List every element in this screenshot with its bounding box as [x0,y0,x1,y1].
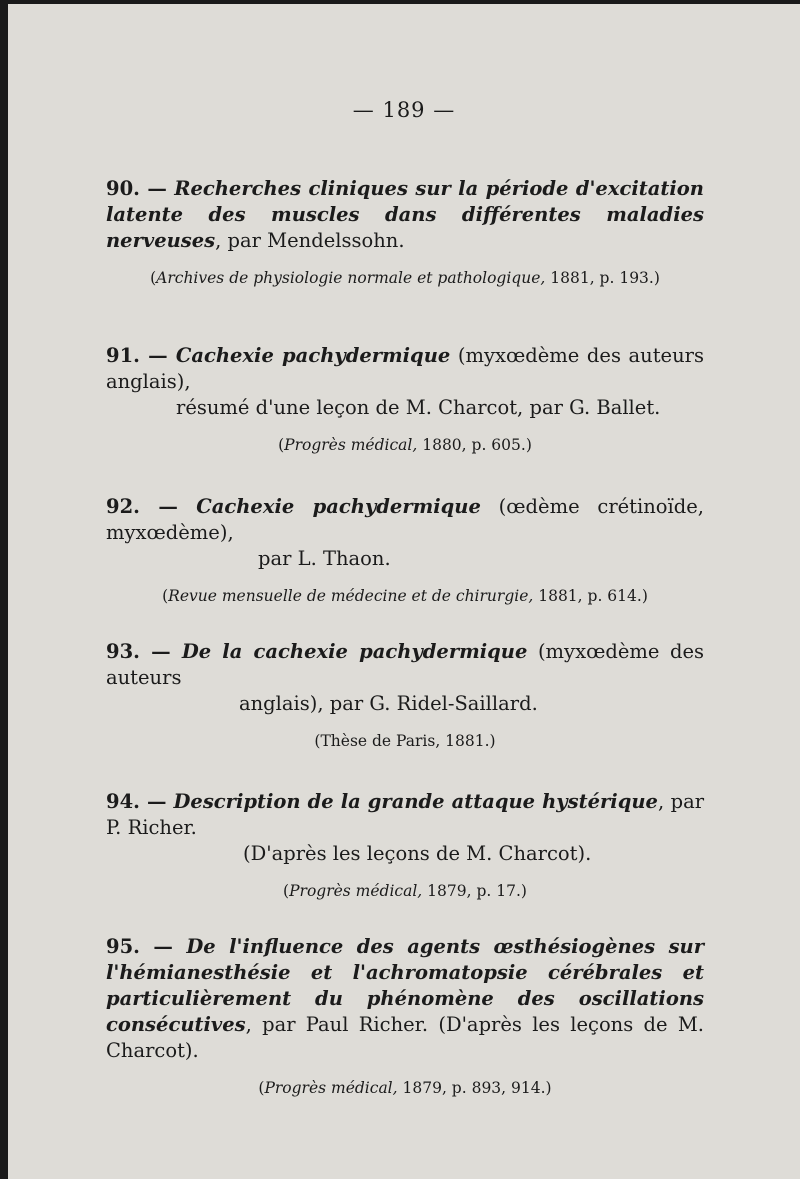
document-page [8,4,800,1179]
source-journal: Archives de physiologie normale et pathologique, [156,269,546,287]
entry-dash: — [139,790,174,813]
entry-text [106,934,704,1064]
source-journal: Revue mensuelle de médecine et de chirurgie, [168,587,534,605]
bibliography-entry-92 [106,494,704,606]
entry-number: 91. [106,344,140,367]
source-details: 1881, p. 614. [533,587,642,605]
source-journal: Progrès médical, [284,436,418,454]
entry-text [106,176,704,254]
entry-title: Cachexie pachydermique [175,344,451,367]
bibliography-entry-90 [106,176,704,288]
page-number: — 189 — [352,98,456,122]
entry-title: Cachexie pachydermique [196,495,481,518]
entry-title: Description de la grande attaque hystérique [173,790,658,813]
entry-dash: — [139,177,175,200]
entry-author: , par Paul Richer. (D'après les leçons de M. Charcot). [106,1013,704,1062]
source-details: 1880, p. 605. [417,436,526,454]
entry-author: , par Mendelssohn. [215,229,405,252]
entry-number: 95. [106,935,140,958]
entry-source: (Progrès médical, 1880, p. 605.) [278,436,532,454]
entry-number: 92. [106,495,140,518]
entry-author-line1: , par P. Richer. [106,790,705,839]
entry-dash: — [139,640,182,663]
entry-author-line2: (D'après les leçons de M. Charcot). [243,842,592,865]
entry-dash: — [139,344,176,367]
bibliography-entry-91 [106,343,704,455]
entry-text [106,789,704,867]
entry-title: Recherches cliniques sur la période d'excitation latente des muscles dans différentes maladies nerveuses [106,177,704,252]
bibliography-entry-94 [106,789,704,901]
entry-source: (Progrès médical, 1879, p. 893, 914.) [258,1079,552,1097]
entry-text [106,494,704,572]
entry-number: 90. [106,177,140,200]
entry-source: (Revue mensuelle de médecine et de chirurgie, 1881, p. 614.) [162,587,648,605]
entry-source: (Progrès médical, 1879, p. 17.) [283,882,527,900]
entry-author-line2: résumé d'une leçon de M. Charcot, par G. Ballet. [176,396,661,419]
entry-text [106,343,704,421]
entry-source: (Thèse de Paris, 1881.) [314,732,496,750]
source-details: 1879, p. 893, 914. [397,1079,546,1097]
entry-dash: — [139,935,187,958]
entry-source: (Archives de physiologie normale et pathologique, 1881, p. 193.) [150,269,660,287]
source-details: Thèse de Paris, 1881. [320,732,490,750]
entry-author-line2: anglais), par G. Ridel-Saillard. [239,692,538,715]
source-details: 1881, p. 193. [545,269,654,287]
bibliography-entry-95 [106,934,704,1098]
entry-text [106,639,704,717]
entry-author-line1: (myxœdème des auteurs [106,640,705,689]
entry-dash: — [139,495,197,518]
entry-author-line1: (œdème crétinoïde, myxœdème), [106,495,705,544]
entry-number: 93. [106,640,140,663]
source-details: 1879, p. 17. [422,882,521,900]
entry-title: De la cachexie pachydermique [181,640,528,663]
entry-author-line2: par L. Thaon. [258,547,391,570]
bibliography-entry-93 [106,639,704,751]
source-journal: Progrès médical, [289,882,423,900]
entry-author-line1: (myxœdème des auteurs anglais), [106,344,704,393]
entry-number: 94. [106,790,140,813]
entry-title: De l'influence des agents œsthésiogènes sur l'hémianesthésie et l'achromatopsie cérébrales et particulièrement du phénomène des oscillations consécutives [106,935,704,1036]
source-journal: Progrès médical, [264,1079,398,1097]
